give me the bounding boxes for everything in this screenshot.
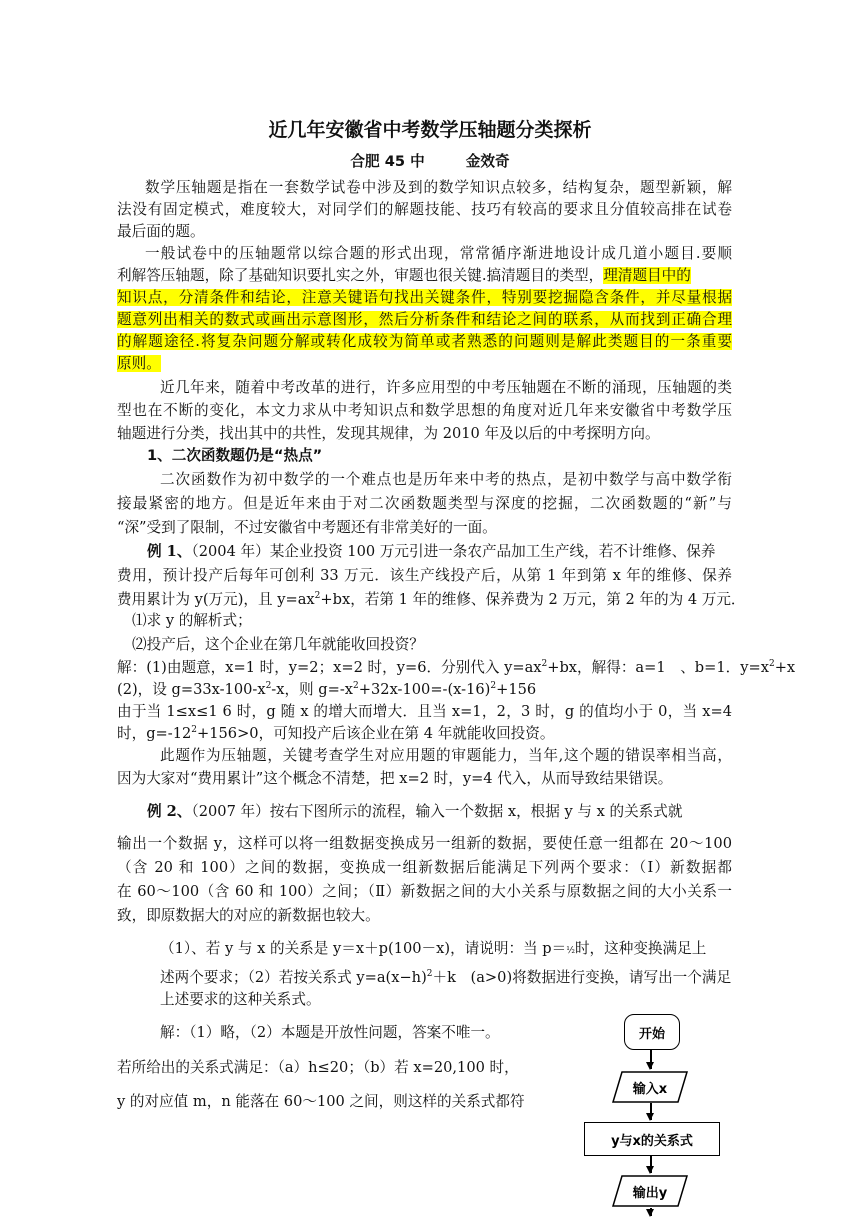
document-title: 近几年安徽省中考数学压轴题分类探析 [268,119,592,141]
para4-line1: 二次函数作为初中数学的一个难点也是历年来中考的热点，是初中数学与高中数学衔 [160,471,732,488]
example2-question1 [160,938,775,962]
text: 述两个要求；（2）若按关系式 y=a(x−h) [160,969,427,986]
text: +bx，解得：a=1 、b=1．y=x [547,659,769,676]
solution-line4 [117,723,732,745]
example1-question2: ⑵投产后，这个企业在第几年就能收回投资？ [132,636,424,653]
highlighted-text: 知识点，分清条件和结论，注意关键语句找出关键条件，特别要挖掘隐含条件，并尽量根据 [117,289,732,306]
example1-line1 [147,541,762,563]
example2-solution-line3: y 的对应值 m，n 能落在 60～100 之间，则这样的关系式都符 [117,1093,525,1110]
text: （1）、若 y 与 x 的关系是 y＝x＋p(100－x)，请说明：当 p＝ [160,940,567,957]
example1-line3 [117,589,746,611]
text: 时，这种变换满足上 [574,940,707,957]
flowchart-input-label: 输入x [632,1081,668,1097]
example2-line1 [147,801,762,823]
example2-question3: 上述要求的这种关系式。 [160,991,321,1008]
text: +156 [496,681,537,698]
example2-text: （2007 年）按右下图所示的流程，输入一个数据 x，根据 y 与 x 的关系式就 [191,803,683,820]
example2-line5: 致，即原数据大的对应的新数据也较大。 [117,907,380,924]
example2-solution-line1: 解：（1）略，（2）本题是开放性问题，答案不唯一。 [160,1024,500,1041]
flowchart-output [612,1175,688,1207]
superscript: 2 [265,681,272,692]
flowchart-arrow-tail [650,1208,652,1216]
example1-question1: ⑴求 y 的解析式； [132,612,252,629]
text: -x，则 g=-x [271,681,354,698]
superscript: 2 [768,659,775,670]
superscript: 2 [191,725,197,736]
comment-line1: 此题作为压轴题，关键考查学生对应用题的审题能力，当年,这个题的错误率相当高， [160,747,732,764]
para3-line1: 近几年来，随着中考改革的进行，许多应用型的中考压轴题在不断的涌现，压轴题的类 [160,379,732,396]
text: +32x-100=-(x-16) [358,681,491,698]
highlighted-text: 理清题目中的 [603,267,691,284]
para4-line3: “深”受到了限制，不过安徽省中考题还有非常美好的一面。 [117,519,497,536]
section-heading: 1、二次函数题仍是“热点” [147,447,323,464]
para3-line3: 轴题进行分类，找出其中的共性，发现其规律，为 2010 年及以后的中考探明方向。 [117,425,660,442]
text: 解：(1)由题意，x=1 时，y=2；x=2 时，y=6．分别代入 y=ax [117,659,542,676]
example1-line2: 费用，预计投产后每年可创利 33 万元．该生产线投产后，从第 1 年到第 x 年的维修、保养 [117,567,732,584]
flowchart-arrow [650,1103,652,1120]
example2-question2 [160,967,775,989]
example2-line2: 输出一个数据 y，这样可以将一组数据变换成另一组新的数据，要使任意一组都在 20～100 [117,835,732,852]
flowchart-output-label: 输出y [632,1185,668,1201]
para2-line4 [117,309,732,331]
flowchart-input [612,1071,688,1103]
text: 时，g=-12 [117,725,192,742]
text: 费用累计为 y(万元)，且 y=ax [117,591,315,608]
superscript: 2 [353,681,359,692]
superscript: 2 [314,591,321,602]
text: (2)，设 g=33x-100-x [117,681,266,698]
flowchart-arrow [650,1049,652,1069]
example2-line3: （含 20 和 100）之间的数据，变换成一组新数据后能满足下列两个要求：（Ⅰ）新数据都 [117,859,732,876]
text: ＋k (a>0)将数据进行变换，请写出一个满足 [432,969,732,986]
para2-line6 [117,353,732,375]
solution-line2 [117,679,732,701]
comment-line2: 因为大家对“费用累计”这个概念不清楚，把 x=2 时，y=4 代入，从而导致结果错误。 [117,770,673,787]
para1-line1: 数学压轴题是指在一套数学试卷中涉及到的数学知识点较多，结构复杂，题型新颖，解 [145,179,732,196]
superscript: 2 [541,659,548,670]
example-label: 例 1、 [147,543,192,560]
para2-line5 [117,331,732,353]
example2-line4: 在 60～100（含 60 和 100）之间；（Ⅱ）新数据之间的大小关系与原数据之间的大小关系一 [117,883,732,900]
para2-line1: 一般试卷中的压轴题常以综合题的形式出现，常常循序渐进地设计成几道小题目.要顺 [145,245,732,262]
flowchart-arrow [650,1155,652,1173]
para2-line2-text: 利解答压轴题，除了基础知识要扎实之外，审题也很关键.搞清题目的类型， [117,267,604,284]
para2-line2 [117,265,732,287]
para1-line2: 法没有固定模式，难度较大，对同学们的解题技能、技巧有较高的要求且分值较高排在试卷 [117,201,732,218]
highlighted-text: 原则。 [117,355,161,372]
solution-line3: 由于当 1≤x≤1 6 时，g 随 x 的增大而增大．且当 x=1，2，3 时，g 的值均小于 0，当 x=4 [117,703,732,720]
para3-line2: 型也在不断的变化，本文力求从中考知识点和数学思想的角度对近几年来安徽省中考数学压 [117,402,732,419]
highlighted-text: 题意列出相关的数式或画出示意图形，然后分析条件和结论之间的联系，从而找到正确合理 [117,311,732,328]
solution-line1 [117,657,796,679]
text: +bx，若第 1 年的维修、保养费为 2 万元，第 2 年的为 4 万元． [320,591,746,608]
superscript: 2 [490,681,497,692]
para2-line3 [117,287,732,309]
author-line [0,150,860,171]
flowchart-start: 开始 [624,1014,680,1050]
example2-solution-line2: 若所给出的关系式满足：（a）h≤20；（b）若 x=20,100 时， [117,1059,519,1076]
author-school: 合肥 45 中 [350,153,425,170]
highlighted-text: 的解题途径.将复杂问题分解或转化成较为简单或者熟悉的问题则是解此类题目的一条重要 [117,333,732,350]
author-name: 金效奇 [465,153,510,170]
superscript: 2 [426,969,433,980]
flowchart-relation: y与x的关系式 [584,1122,720,1156]
text: +156>0，可知投产后该企业在第 4 年就能收回投资。 [197,725,555,742]
fraction: ½ [566,946,575,956]
para1-line3: 最后面的题。 [117,223,205,240]
para4-line2: 接最紧密的地方。但是近年来由于对二次函数题类型与深度的挖掘，二次函数题的“新”与 [117,495,732,512]
example1-text: （2004 年）某企业投资 100 万元引进一条农产品加工生产线，若不计维修、保养 [191,543,716,560]
example-label: 例 2、 [147,803,192,820]
text: +x [774,659,796,676]
